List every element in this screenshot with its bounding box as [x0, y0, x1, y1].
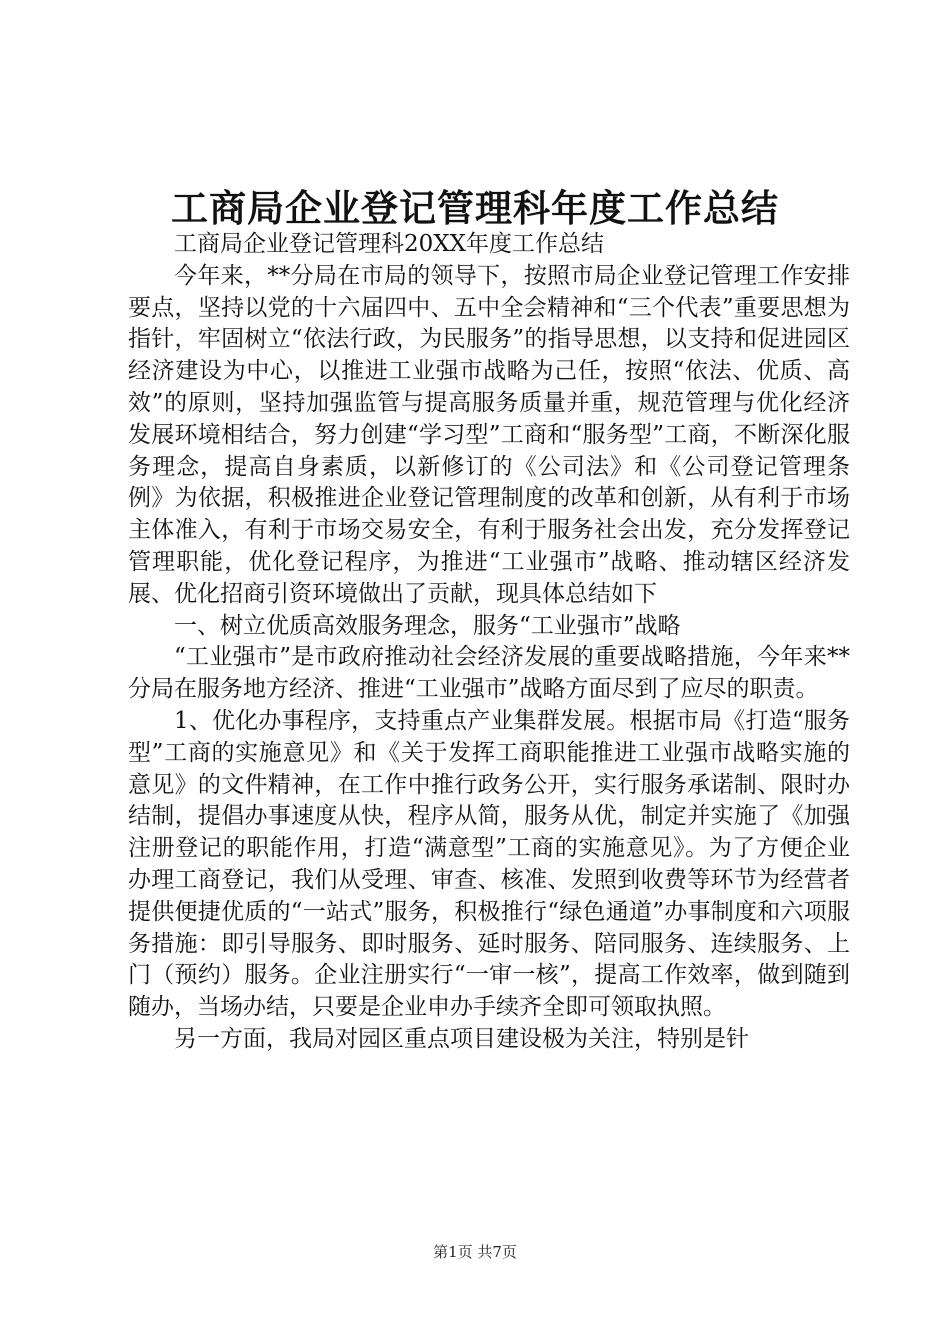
paragraph-section-1: “工业强市”是市政府推动社会经济发展的重要战略措施，今年来**分局在服务地方经济、推进“工业强市”战略方面尽到了应尽的职责。 [128, 644, 850, 703]
document-body [128, 229, 850, 1056]
document-title: 工商局企业登记管理科年度工作总结 [171, 186, 779, 230]
paragraph-continued: 另一方面，我局对园区重点项目建设极为关注，特别是针 [174, 1025, 749, 1052]
page-number: 第1页 共7页 [433, 1243, 517, 1261]
paragraph-item-1: 1、优化办事程序，支持重点产业集群发展。根据市局《打造“服务型”工商的实施意见》和《关于发挥工商职能推进工业强市战略实施的意见》的文件精神，在工作中推行政务公开，实行服务承诺制、限时办结制，提倡办事速度从快，程序从简，服务从优，制定并实施了《加强注册登记的职能作用，打造“满意型”工商的实施意见》。为了方便企业办理工商登记，我们从受理、审查、核准、发照到收费等环节为经营者提供便捷优质的“一站式”服务，积极推行“绿色通道”办事制度和六项服务措施：即引导服务、即时服务、延时服务、陪同服务、连续服务、上门（预约）服务。企业注册实行“一审一核”，提高工作效率，做到随到随办，当场办结，只要是企业申办手续齐全即可领取执照。 [128, 707, 850, 1021]
paragraph-subtitle: 工商局企业登记管理科20XX年度工作总结 [174, 231, 605, 257]
paragraph-intro: 今年来，**分局在市局的领导下，按照市局企业登记管理工作安排要点，坚持以党的十六届四中、五中全会精神和“三个代表”重要思想为指针，牢固树立“依法行政，为民服务”的指导思想，以支持和促进园区经济建设为中心，以推进工业强市战略为己任，按照“依法、优质、高效”的原则，坚持加强监管与提高服务质量并重，规范管理与优化经济发展环境相结合，努力创建“学习型”工商和“服务型”工商，不断深化服务理念，提高自身素质，以新修订的《公司法》和《公司登记管理条例》为依据，积极推进企业登记管理制度的改革和创新，从有利于市场主体准入，有利于市场交易安全，有利于服务社会出发，充分发挥登记管理职能，优化登记程序，为推进“工业强市”战略、推动辖区经济发展、优化招商引资环境做出了贡献，现具体总结如下 [128, 262, 850, 607]
section-heading-1: 一、树立优质高效服务理念，服务“工业强市”战略 [174, 612, 681, 639]
